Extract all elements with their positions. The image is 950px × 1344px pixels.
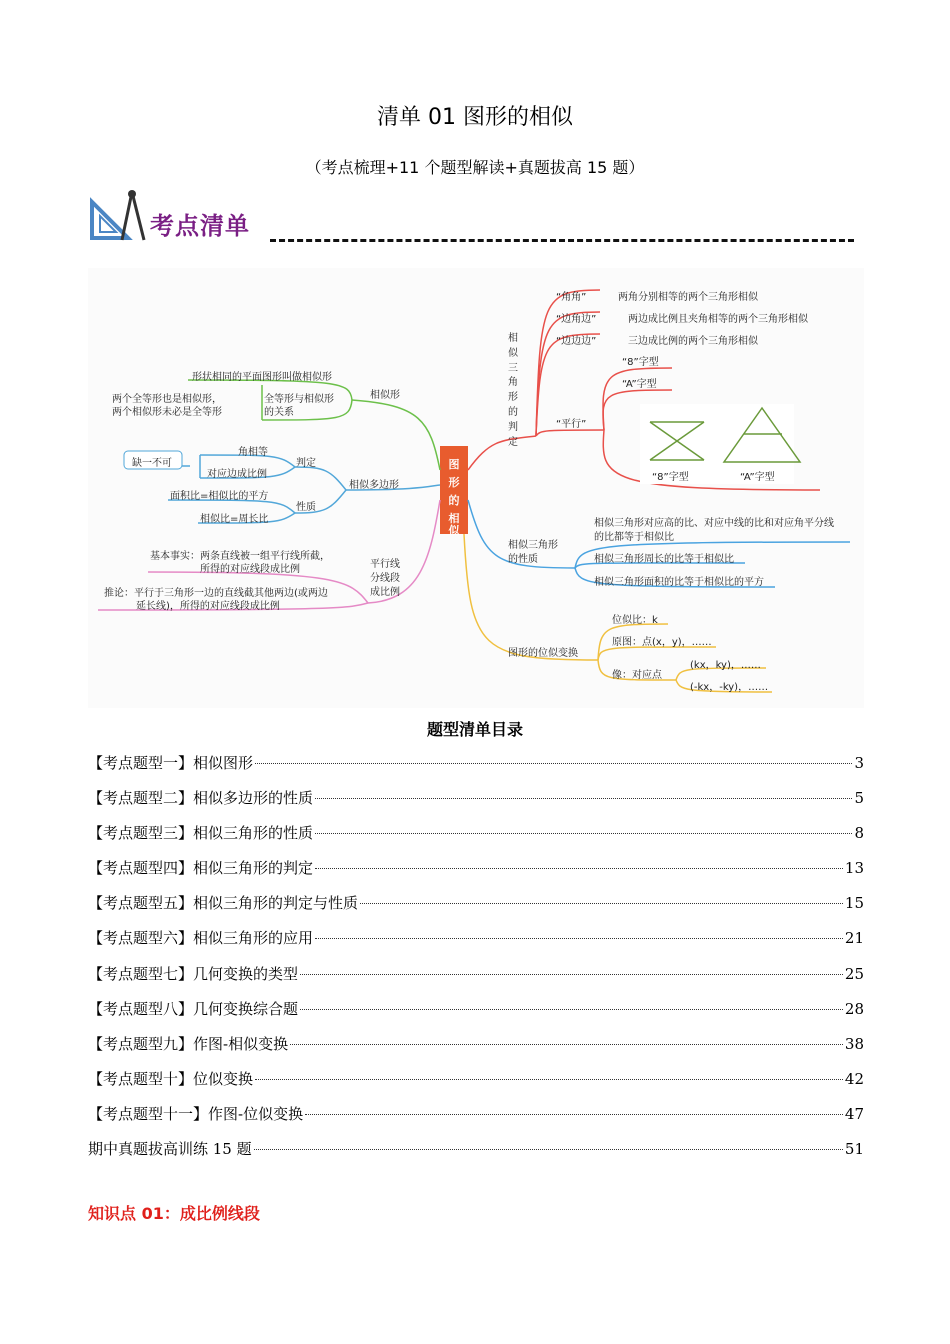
- knowledge-point-title: 知识点 01：成比例线段: [88, 1204, 260, 1223]
- toc-heading: 题型清单目录: [426, 720, 523, 739]
- node-judgement-vertical: 相 似 三 角 形 的 判 定: [508, 333, 518, 448]
- node-props: 性质: [296, 502, 316, 513]
- node-prop-a: 面积比=相似比的平方: [170, 491, 269, 502]
- toc-item[interactable]: 【考点题型八】几何变换综合题 28: [88, 999, 864, 1018]
- node-similar-shapes: 相似形: [370, 390, 400, 401]
- toc-item[interactable]: 【考点题型十一】作图-位似变换 47: [88, 1104, 864, 1123]
- node-judge-a: 角相等: [238, 447, 268, 458]
- node-note-b: 两个相似形未必是全等形: [112, 407, 222, 418]
- caption-shapeA: “A”字型: [740, 472, 775, 483]
- toc-item[interactable]: 【考点题型十】位似变换 42: [88, 1069, 864, 1088]
- node-infer-b: 延长线)，所得的对应线段成比例: [136, 601, 280, 612]
- node-shapeA: “A”字型: [622, 379, 657, 390]
- node-parallel-tag: “平行”: [556, 419, 587, 430]
- toc-item[interactable]: 【考点题型七】几何变换的类型 25: [88, 964, 864, 983]
- node-rel-b: 的关系: [264, 407, 294, 418]
- node-similar-polygons: 相似多边形: [349, 480, 399, 491]
- node-aa-tag: “角角”: [556, 292, 587, 303]
- node-similar-def: 形状相同的平面图形叫做相似形: [192, 372, 332, 383]
- node-img-a: (kx，ky)，……: [690, 660, 761, 671]
- node-sss-tag: “边边边”: [556, 336, 597, 347]
- toc-item[interactable]: 【考点题型六】相似三角形的应用 21: [88, 929, 864, 948]
- node-p1b: 的比都等于相似比: [594, 532, 674, 543]
- node-props-b: 的性质: [508, 554, 538, 565]
- node-img-b: (-kx，-ky)，……: [690, 682, 769, 693]
- node-judge-b: 对应边成比例: [207, 469, 267, 480]
- node-origin: 原图：点(x，y)，……: [612, 637, 712, 648]
- node-infer-a: 推论：平行于三角形一边的直线截其他两边(或两边: [104, 588, 328, 599]
- toc-item[interactable]: 【考点题型三】相似三角形的性质 8: [88, 824, 864, 843]
- node-rel-a: 全等形与相似形: [264, 394, 334, 405]
- caption-shape8: “8”字型: [652, 472, 689, 483]
- toc-item[interactable]: 【考点题型二】相似多边形的性质 5: [88, 789, 864, 808]
- node-ratio: 位似比：k: [612, 615, 658, 626]
- node-judge: 判定: [296, 458, 316, 469]
- page-subtitle: （考点梳理+11 个题型解读+真题拔高 15 题）: [305, 158, 645, 177]
- node-image: 像：对应点: [612, 670, 662, 681]
- node-shape8: “8”字型: [622, 357, 659, 368]
- node-prop-b: 相似比=周长比: [200, 514, 269, 525]
- banner-title: 考点清单: [150, 211, 250, 240]
- node-p3: 相似三角形面积的比等于相似比的平方: [594, 577, 764, 588]
- node-sas-tag: “边角边”: [556, 314, 597, 325]
- toc-item[interactable]: 【考点题型四】相似三角形的判定 13: [88, 859, 864, 878]
- node-fact-a: 基本事实：两条直线被一组平行线所截，: [150, 551, 330, 562]
- toc-item[interactable]: 【考点题型五】相似三角形的判定与性质 15: [88, 894, 864, 913]
- node-homothety: 图形的位似变换: [508, 648, 578, 659]
- node-sss-text: 三边成比例的两个三角形相似: [628, 336, 758, 347]
- mindmap-center-text: 图形的相似: [448, 458, 460, 537]
- node-parallel: 平行线 分线段 成比例: [370, 559, 400, 598]
- node-note-a: 两个全等形也是相似形，: [112, 394, 222, 405]
- table-of-contents: [88, 752, 864, 1173]
- toc-item[interactable]: 【考点题型一】相似图形 3: [88, 754, 864, 772]
- page-title: 清单 01 图形的相似: [377, 105, 573, 130]
- node-props-a: 相似三角形: [508, 540, 558, 551]
- toc-item[interactable]: 【考点题型九】作图-相似变换 38: [88, 1034, 864, 1053]
- node-p1a: 相似三角形对应高的比、对应中线的比和对应角平分线: [594, 518, 834, 529]
- node-sas-text: 两边成比例且夹角相等的两个三角形相似: [628, 314, 808, 325]
- node-p2: 相似三角形周长的比等于相似比: [594, 554, 734, 565]
- node-aa-text: 两角分别相等的两个三角形相似: [618, 292, 758, 303]
- node-fact-b: 所得的对应线段成比例: [200, 564, 300, 575]
- toc-item[interactable]: 期中真题拔高训练 15 题 51: [88, 1140, 864, 1159]
- node-missing: 缺一不可: [132, 458, 172, 469]
